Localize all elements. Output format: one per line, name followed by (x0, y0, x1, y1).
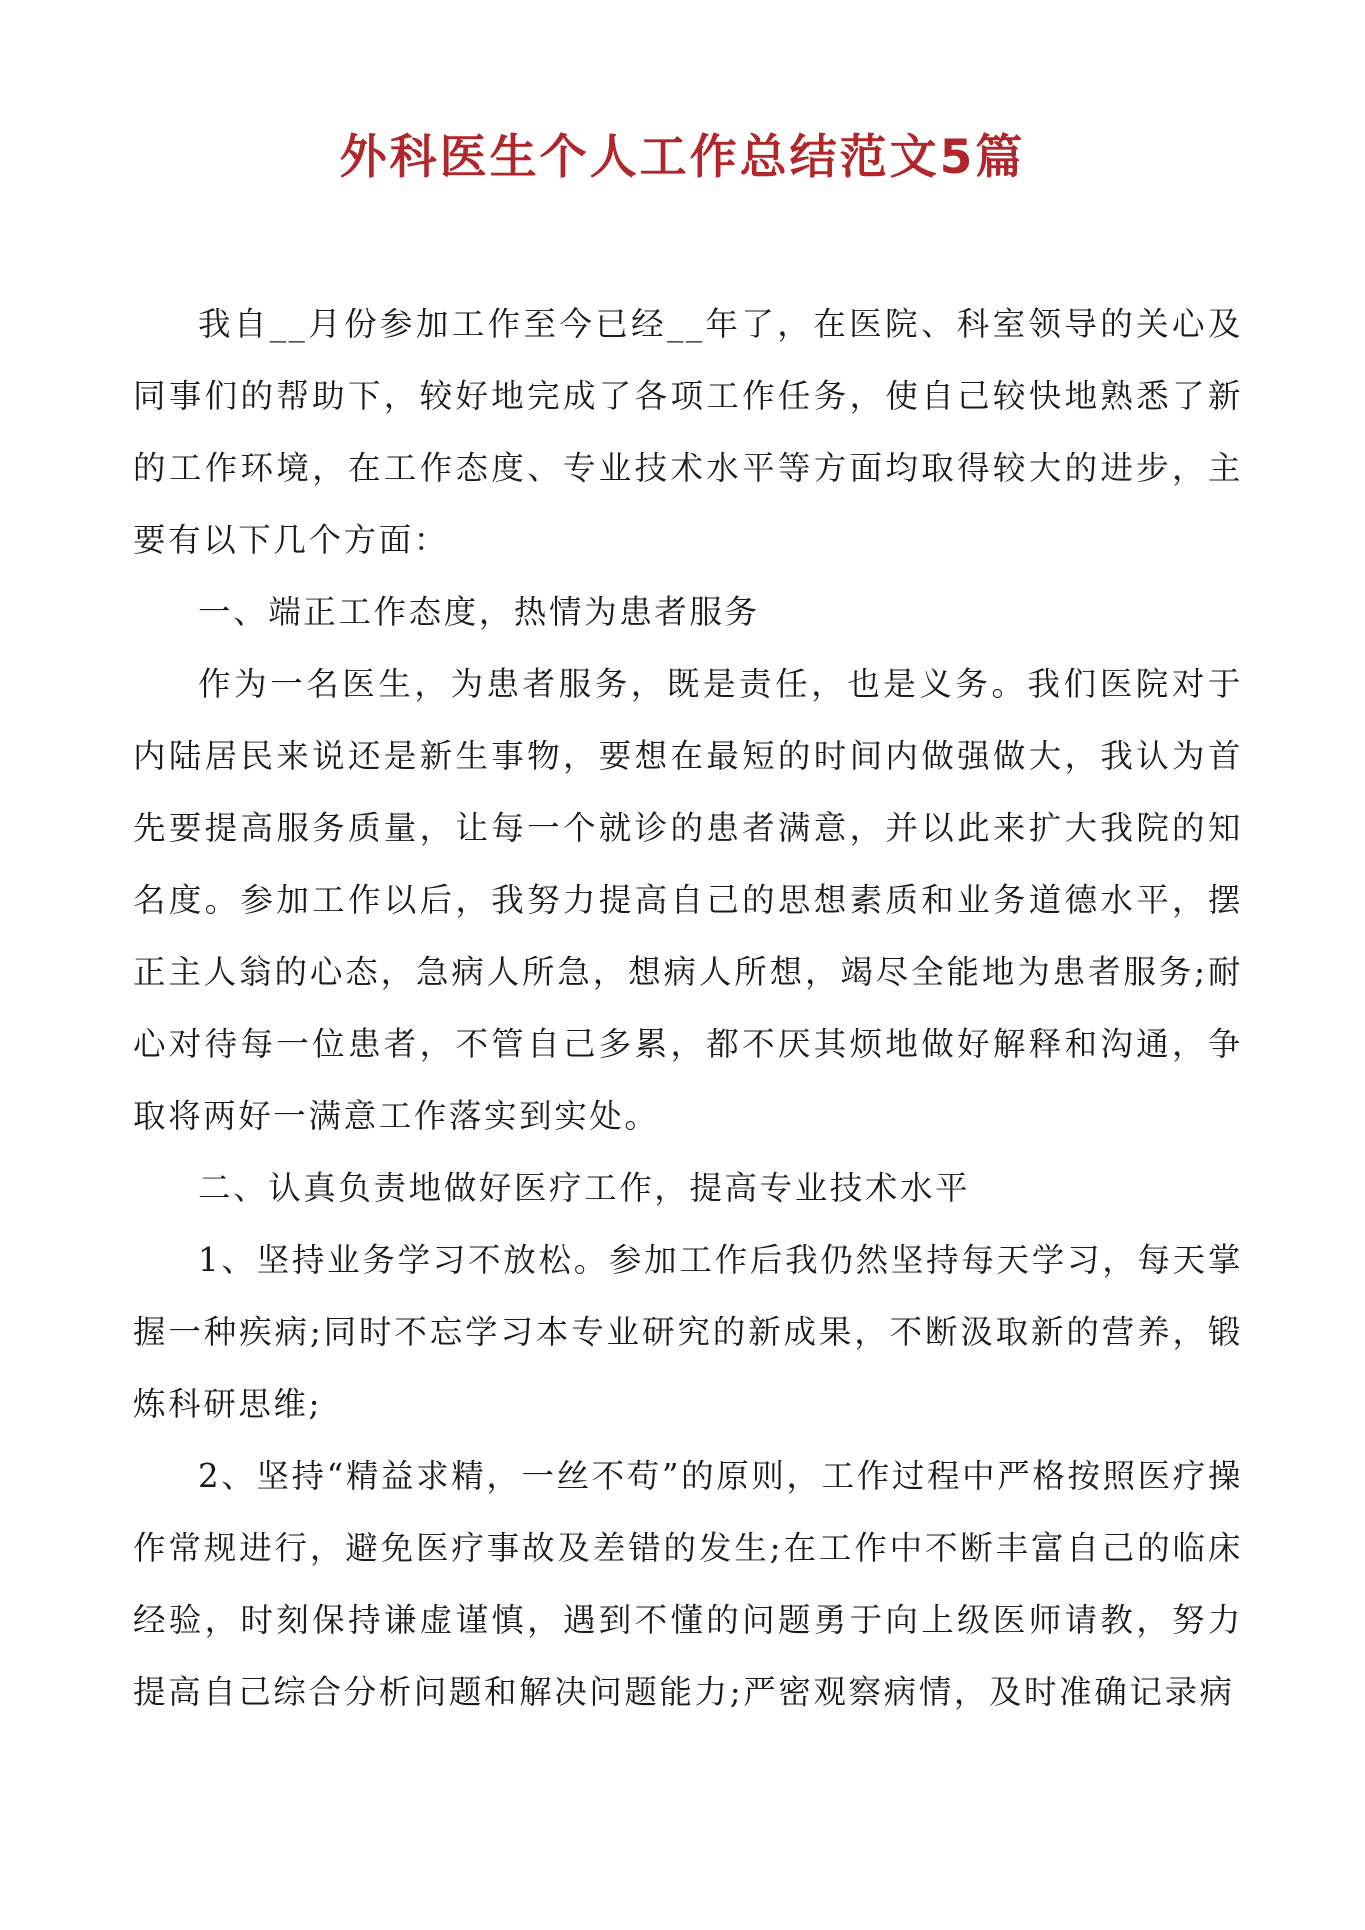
section-heading-2: 二、认真负责地做好医疗工作，提高专业技术水平 (198, 1169, 971, 1207)
section-2-item-1: 1、坚持业务学习不放松。参加工作后我仍然坚持每天学习，每天掌握一种疾病;同时不忘学习本专业研究的新成果，不断汲取新的营养，锻炼科研思维; (133, 1241, 1243, 1423)
section-heading-1: 一、端正工作态度，热情为患者服务 (198, 593, 760, 631)
section-1-paragraph: 作为一名医生，为患者服务，既是责任，也是义务。我们医院对于内陆居民来说还是新生事物，要想在最短的时间内做强做大，我认为首先要提高服务质量，让每一个就诊的患者满意，并以此来扩大我院的知名度。参加工作以后，我努力提高自己的思想素质和业务道德水平，摆正主人翁的心态，急病人所急，想病人所想，竭尽全能地为患者服务;耐心对待每一位患者，不管自己多累，都不厌其烦地做好解释和沟通，争取将两好一满意工作落实到实处。 (133, 665, 1243, 1135)
intro-paragraph: 我自__月份参加工作至今已经__年了，在医院、科室领导的关心及同事们的帮助下，较好地完成了各项工作任务，使自己较快地熟悉了新的工作环境，在工作态度、专业技术水平等方面均取得较大的进步，主要有以下几个方面： (133, 305, 1243, 559)
document-title: 外科医生个人工作总结范文5篇 (339, 130, 1026, 185)
section-2-item-2: 2、坚持“精益求精，一丝不苟”的原则，工作过程中严格按照医疗操作常规进行，避免医疗事故及差错的发生;在工作中不断丰富自己的临床经验，时刻保持谦虚谨慎，遇到不懂的问题勇于向上级医师请教，努力提高自己综合分析问题和解决问题能力;严密观察病情，及时准确记录病 (133, 1457, 1243, 1711)
document-body (133, 288, 1243, 1728)
